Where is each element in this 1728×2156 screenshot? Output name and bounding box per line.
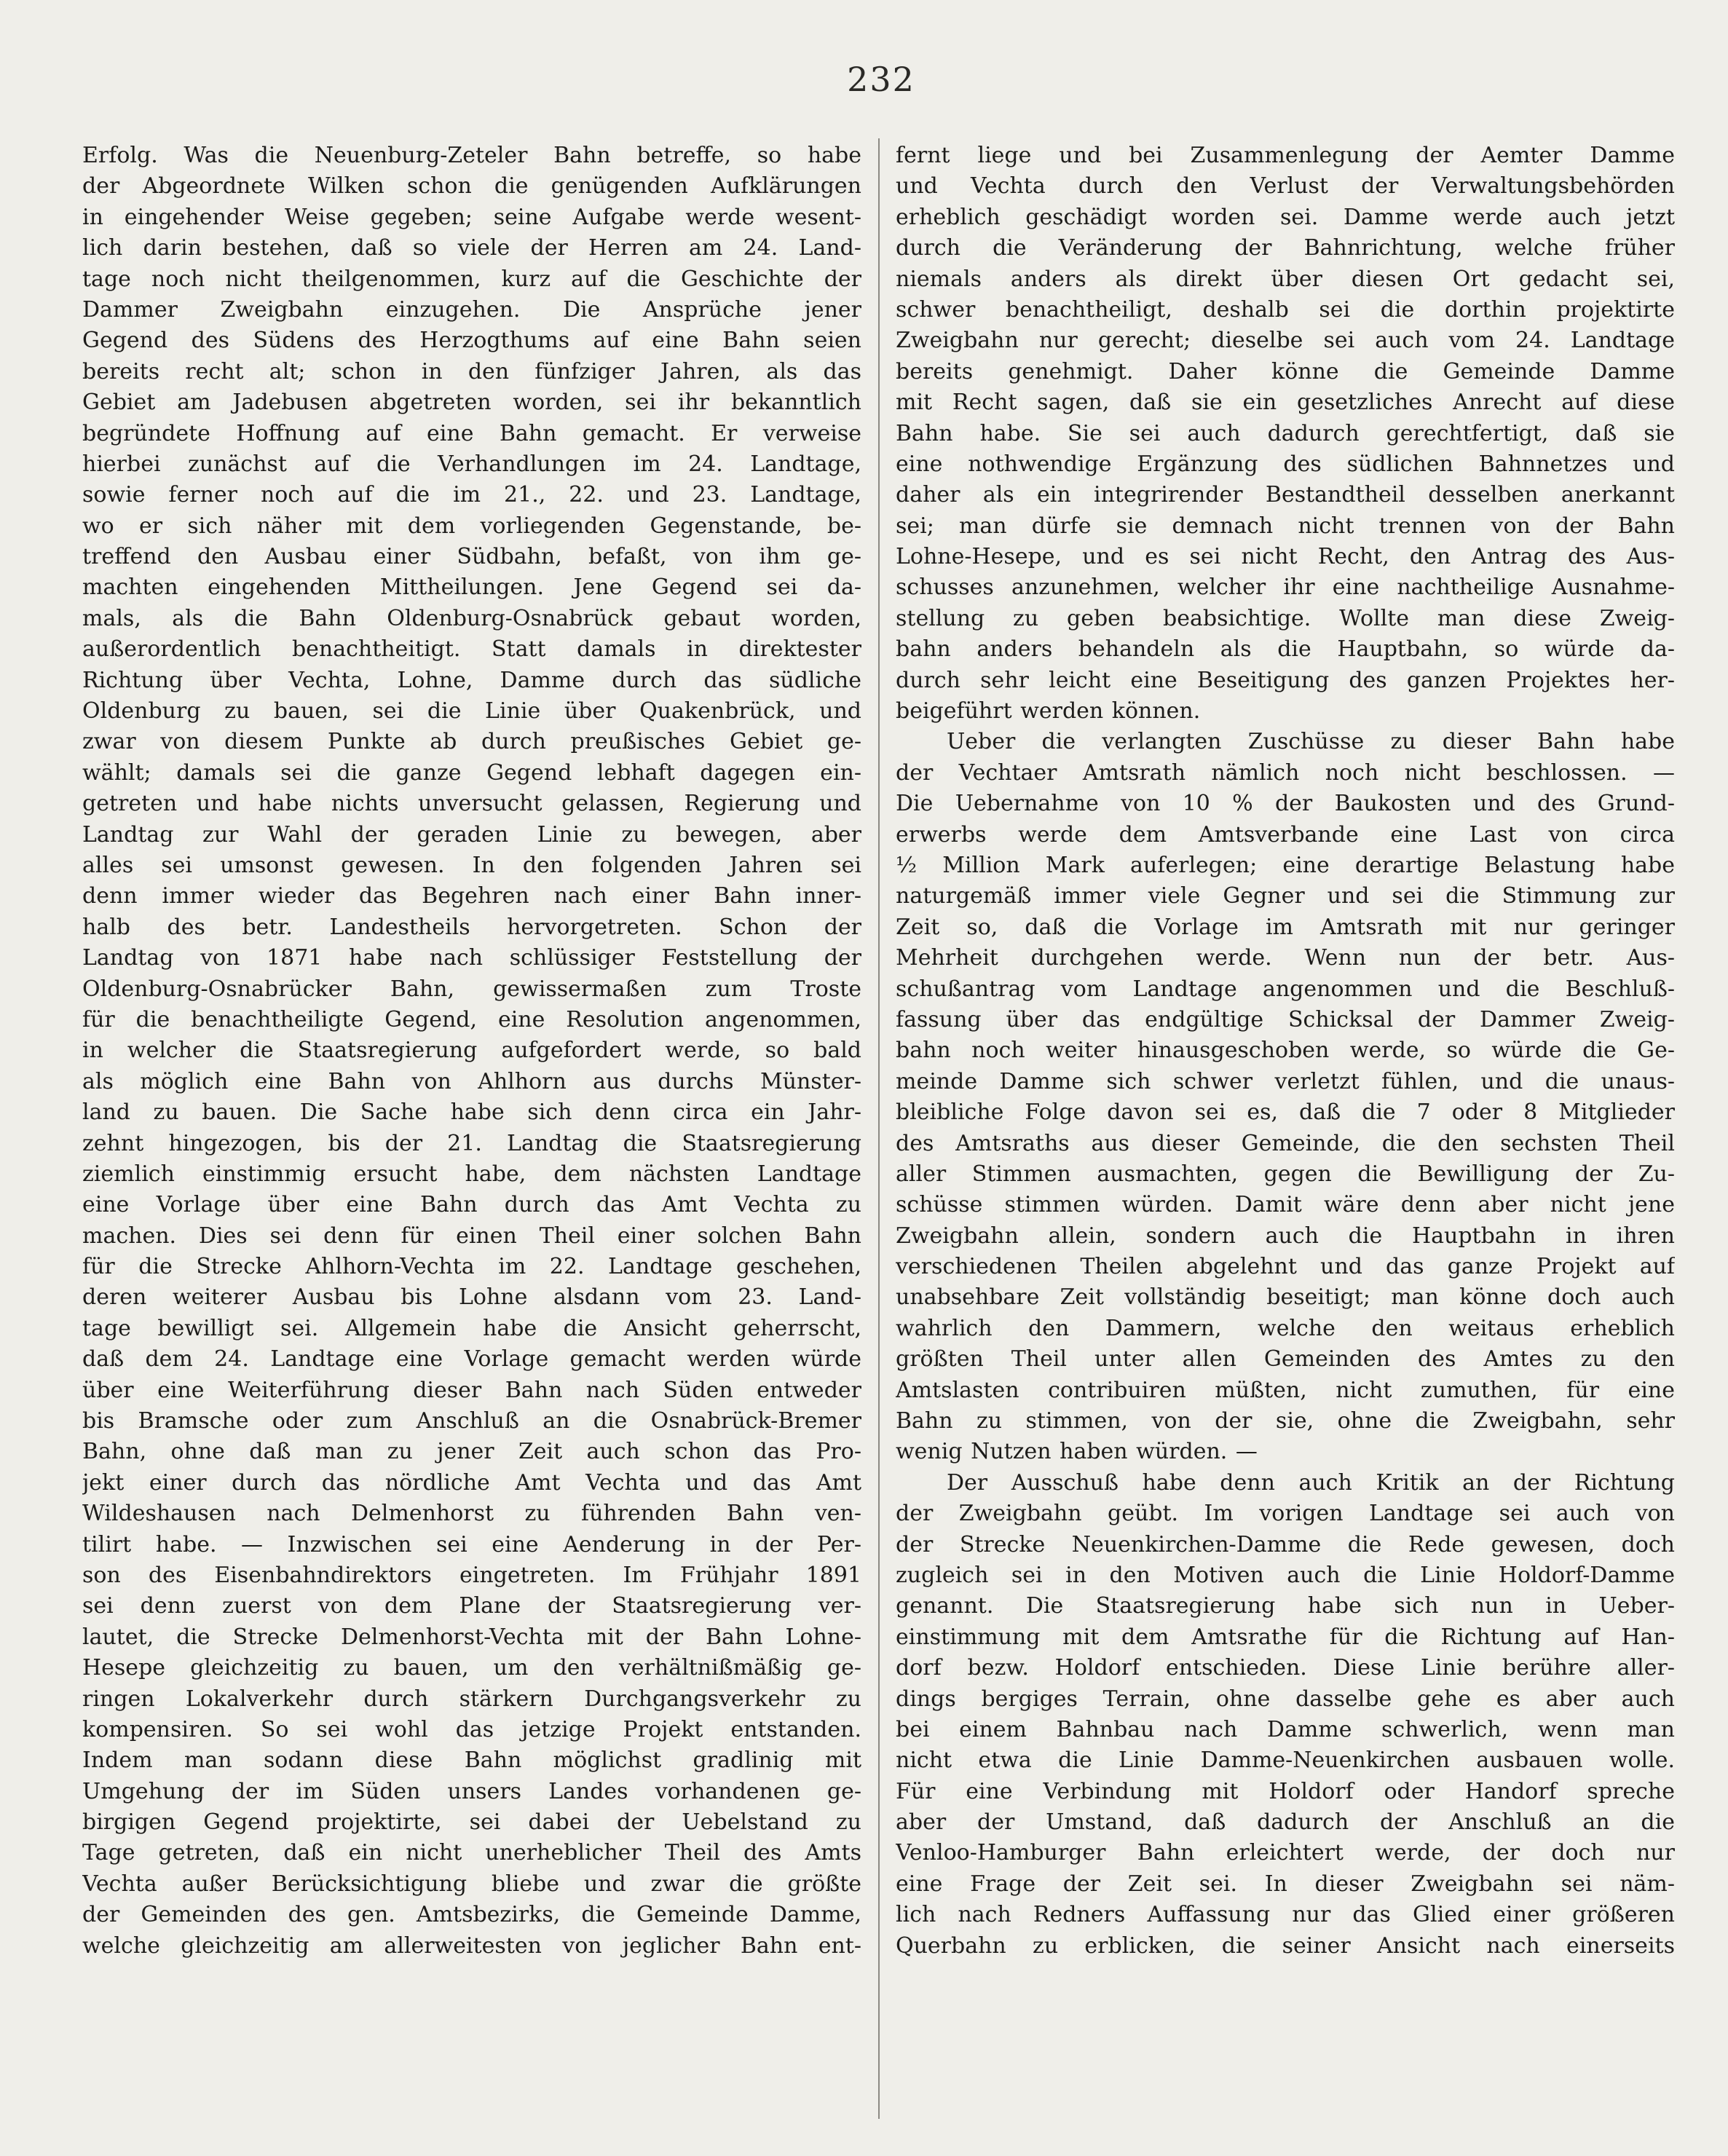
text-line: Für eine Verbindung mit Holdorf oder Handorf spreche (896, 1778, 1675, 1804)
text-line: der Gemeinden des gen. Amtsbezirks, die Gemeinde Damme, (82, 1902, 861, 1928)
text-line: wahrlich den Dammern, welche den weitaus erheblich (896, 1315, 1675, 1341)
text-line: schußantrag vom Landtage angenommen und die Beschluß- (896, 976, 1675, 1002)
text-line: fassung über das endgültige Schicksal der Dammer Zweig- (896, 1006, 1675, 1032)
text-line: sei; man dürfe sie demnach nicht trennen von der Bahn (896, 513, 1675, 539)
text-line: Lohne-Hesepe, und es sei nicht Recht, den Antrag des Aus- (896, 544, 1675, 570)
text-line: fernt liege und bei Zusammenlegung der Aemter Damme (896, 143, 1675, 168)
text-line: daher als ein integrirender Bestandtheil desselben anerkannt (896, 482, 1675, 508)
text-line: der Vechtaer Amtsrath nämlich noch nicht beschlossen. — (896, 759, 1675, 786)
text-line: sei denn zuerst von dem Plane der Staatsregierung ver- (82, 1593, 861, 1619)
text-line: getreten und habe nichts unversucht gelassen, Regierung und (82, 791, 861, 817)
text-line: bahn noch weiter hinausgeschoben werde, so würde die Ge- (896, 1038, 1675, 1064)
text-line: eine Frage der Zeit sei. In dieser Zweigbahn sei näm- (896, 1871, 1675, 1897)
text-line: mals, als die Bahn Oldenburg-Osnabrück gebaut worden, (82, 605, 861, 631)
text-line: der Zweigbahn geübt. Im vorigen Landtage sei auch von (896, 1501, 1675, 1527)
text-line: Querbahn zu erblicken, die seiner Ansicht nach einerseits (896, 1932, 1675, 1959)
text-line: stellung zu geben beabsichtige. Wollte man diese Zweig- (896, 605, 1675, 631)
text-line: welche gleichzeitig am allerweitesten von jeglicher Bahn ent- (82, 1932, 861, 1959)
text-line: Venloo-Hamburger Bahn erleichtert werde, der doch nur (896, 1840, 1675, 1866)
text-line: Hesepe gleichzeitig zu bauen, um den verhältnißmäßig ge- (82, 1655, 861, 1681)
text-line: mit Recht sagen, daß sie ein gesetzliches Anrecht auf diese (896, 390, 1675, 416)
text-line: und Vechta durch den Verlust der Verwaltungsbehörden (896, 173, 1675, 200)
text-line: nicht etwa die Linie Damme-Neuenkirchen ausbauen wolle. (896, 1748, 1675, 1774)
text-line: denn immer wieder das Begehren nach einer Bahn inner- (82, 883, 861, 909)
text-line: Der Ausschuß habe denn auch Kritik an der Richtung (947, 1469, 1675, 1496)
text-line: machten eingehenden Mittheilungen. Jene Gegend sei da- (82, 574, 861, 601)
text-line: alles sei umsonst gewesen. In den folgenden Jahren sei (82, 852, 861, 878)
text-line: Erfolg. Was die Neuenburg-Zeteler Bahn betreffe, so habe (82, 143, 861, 168)
text-line: sowie ferner noch auf die im 21., 22. und 23. Landtage, (82, 482, 861, 508)
text-line: jekt einer durch das nördliche Amt Vechta und das Amt (82, 1469, 861, 1496)
text-line: halb des betr. Landestheils hervorgetreten. Schon der (82, 914, 861, 940)
text-line: beigeführt werden können. (896, 698, 1201, 724)
text-line: bei einem Bahnbau nach Damme schwerlich, wenn man (896, 1716, 1675, 1742)
right-column (896, 141, 1675, 1962)
text-line: aller Stimmen ausmachten, gegen die Bewilligung der Zu- (896, 1161, 1675, 1187)
text-line: Bahn zu stimmen, von der sie, ohne die Zweigbahn, sehr (896, 1408, 1675, 1434)
text-line: dings bergiges Terrain, ohne dasselbe gehe es aber auch (896, 1686, 1675, 1712)
text-line: Dammer Zweigbahn einzugehen. Die Ansprüche jener (82, 296, 861, 323)
text-line: durch die Veränderung der Bahnrichtung, welche früher (896, 235, 1675, 261)
text-line: lich darin bestehen, daß so viele der Herren am 24. Land- (82, 235, 861, 261)
text-line: Gegend des Südens des Herzogthums auf eine Bahn seien (82, 328, 861, 354)
text-line: Zweigbahn allein, sondern auch die Hauptbahn in ihren (896, 1223, 1675, 1249)
text-line: dorf bezw. Holdorf entschieden. Diese Linie berühre aller- (896, 1655, 1675, 1681)
text-line: Bahn, ohne daß man zu jener Zeit auch schon das Pro- (82, 1439, 861, 1465)
text-line: tilirt habe. — Inzwischen sei eine Aenderung in der Per- (82, 1531, 861, 1557)
text-line: ½ Million Mark auferlegen; eine derartige Belastung habe (896, 852, 1675, 878)
text-line: son des Eisenbahndirektors eingetreten. Im Frühjahr 1891 (82, 1562, 861, 1588)
text-line: eine Vorlage über eine Bahn durch das Amt Vechta zu (82, 1192, 861, 1218)
text-line: aber der Umstand, daß dadurch der Anschluß an die (896, 1809, 1675, 1836)
text-line: Umgehung der im Süden unsers Landes vorhandenen ge- (82, 1778, 861, 1804)
text-line: Gebiet am Jadebusen abgetreten worden, sei ihr bekanntlich (82, 390, 861, 416)
text-line: meinde Damme sich schwer verletzt fühlen, und die unaus- (896, 1068, 1675, 1094)
text-line: über eine Weiterführung dieser Bahn nach Süden entweder (82, 1377, 861, 1403)
text-line: Ueber die verlangten Zuschüsse zu dieser Bahn habe (947, 729, 1675, 755)
text-line: ringen Lokalverkehr durch stärkern Durchgangsverkehr zu (82, 1686, 861, 1712)
left-column (82, 141, 861, 1962)
text-line: Tage getreten, daß ein nicht unerheblicher Theil des Amts (82, 1840, 861, 1866)
text-line: einstimmung mit dem Amtsrathe für die Richtung auf Han- (896, 1624, 1675, 1650)
text-line: bleibliche Folge davon sei es, daß die 7 oder 8 Mitglieder (896, 1099, 1675, 1126)
text-line: Bahn habe. Sie sei auch dadurch gerechtfertigt, daß sie (896, 420, 1675, 446)
text-line: für die Strecke Ahlhorn-Vechta im 22. Landtage geschehen, (82, 1254, 861, 1280)
text-line: Landtag zur Wahl der geraden Linie zu bewegen, aber (82, 821, 861, 848)
text-line: bereits genehmigt. Daher könne die Gemeinde Damme (896, 358, 1675, 384)
text-line: treffend den Ausbau einer Südbahn, befaßt, von ihm ge- (82, 544, 861, 570)
text-line: Amtslasten contribuiren müßten, nicht zumuthen, für eine (896, 1377, 1675, 1403)
text-line: eine nothwendige Ergänzung des südlichen Bahnnetzes und (896, 451, 1675, 477)
text-line: in eingehender Weise gegeben; seine Aufgabe werde wesent- (82, 204, 861, 230)
text-line: tage noch nicht theilgenommen, kurz auf die Geschichte der (82, 266, 861, 292)
text-line: für die benachtheiligte Gegend, eine Resolution angenommen, (82, 1006, 861, 1032)
text-line: lautet, die Strecke Delmenhorst-Vechta mit der Bahn Lohne- (82, 1624, 861, 1650)
text-line: tage bewilligt sei. Allgemein habe die Ansicht geherrscht, (82, 1315, 861, 1341)
text-line: Mehrheit durchgehen werde. Wenn nun der betr. Aus- (896, 945, 1675, 971)
text-line: naturgemäß immer viele Gegner und sei die Stimmung zur (896, 883, 1675, 909)
text-line: deren weiterer Ausbau bis Lohne alsdann vom 23. Land- (82, 1284, 861, 1311)
text-line: des Amtsraths aus dieser Gemeinde, die den sechsten Theil (896, 1130, 1675, 1156)
text-line: machen. Dies sei denn für einen Theil einer solchen Bahn (82, 1223, 861, 1249)
text-line: Zeit so, daß die Vorlage im Amtsrath mit nur geringer (896, 914, 1675, 940)
text-line: erwerbs werde dem Amtsverbande eine Last von circa (896, 821, 1675, 848)
text-line: zugleich sei in den Motiven auch die Linie Holdorf-Damme (896, 1562, 1675, 1588)
text-line: niemals anders als direkt über diesen Ort gedacht sei, (896, 266, 1675, 292)
text-line: Vechta außer Berücksichtigung bliebe und zwar die größte (82, 1871, 861, 1897)
text-line: Wildeshausen nach Delmenhorst zu führenden Bahn ven- (82, 1501, 861, 1527)
text-line: Zweigbahn nur gerecht; dieselbe sei auch vom 24. Landtage (896, 328, 1675, 354)
page-number: 232 (847, 60, 915, 99)
text-line: Oldenburg-Osnabrücker Bahn, gewissermaßen zum Troste (82, 976, 861, 1002)
text-line: außerordentlich benachtheitigt. Statt damals in direktester (82, 636, 861, 663)
text-line: erheblich geschädigt worden sei. Damme werde auch jetzt (896, 204, 1675, 230)
text-line: schusses anzunehmen, welcher ihr eine nachtheilige Ausnahme- (896, 574, 1675, 601)
text-line: unabsehbare Zeit vollständig beseitigt; man könne doch auch (896, 1284, 1675, 1311)
column-divider (878, 138, 880, 2119)
text-line: land zu bauen. Die Sache habe sich denn circa ein Jahr- (82, 1099, 861, 1126)
text-line: zwar von diesem Punkte ab durch preußisches Gebiet ge- (82, 729, 861, 755)
text-line: wenig Nutzen haben würden. — (896, 1439, 1258, 1465)
text-line: hierbei zunächst auf die Verhandlungen im 24. Landtage, (82, 451, 861, 477)
text-line: wählt; damals sei die ganze Gegend lebhaft dagegen ein- (82, 759, 861, 786)
text-line: Indem man sodann diese Bahn möglichst gradlinig mit (82, 1748, 861, 1774)
text-line: durch sehr leicht eine Beseitigung des ganzen Projektes her- (896, 667, 1675, 693)
text-line: als möglich eine Bahn von Ahlhorn aus durchs Münster- (82, 1068, 861, 1094)
text-line: der Strecke Neuenkirchen-Damme die Rede gewesen, doch (896, 1531, 1675, 1557)
text-line: birgigen Gegend projektirte, sei dabei der Uebelstand zu (82, 1809, 861, 1836)
text-line: wo er sich näher mit dem vorliegenden Gegenstande, be- (82, 513, 861, 539)
text-line: Richtung über Vechta, Lohne, Damme durch das südliche (82, 667, 861, 693)
text-line: lich nach Redners Auffassung nur das Glied einer größeren (896, 1902, 1675, 1928)
text-line: Landtag von 1871 habe nach schlüssiger Feststellung der (82, 945, 861, 971)
text-line: größten Theil unter allen Gemeinden des Amtes zu den (896, 1346, 1675, 1373)
text-line: der Abgeordnete Wilken schon die genügenden Aufklärungen (82, 173, 861, 200)
text-line: in welcher die Staatsregierung aufgefordert werde, so bald (82, 1038, 861, 1064)
text-line: genannt. Die Staatsregierung habe sich nun in Ueber- (896, 1593, 1675, 1619)
text-line: schwer benachtheiligt, deshalb sei die dorthin projektirte (896, 296, 1675, 323)
text-line: Oldenburg zu bauen, sei die Linie über Quakenbrück, und (82, 698, 861, 724)
text-line: bahn anders behandeln als die Hauptbahn, so würde da- (896, 636, 1675, 663)
text-line: Die Uebernahme von 10 % der Baukosten und des Grund- (896, 791, 1675, 817)
text-line: schüsse stimmen würden. Damit wäre denn aber nicht jene (896, 1192, 1675, 1218)
text-line: begründete Hoffnung auf eine Bahn gemacht. Er verweise (82, 420, 861, 446)
text-line: verschiedenen Theilen abgelehnt und das ganze Projekt auf (896, 1254, 1675, 1280)
text-line: zehnt hingezogen, bis der 21. Landtag die Staatsregierung (82, 1130, 861, 1156)
text-line: daß dem 24. Landtage eine Vorlage gemacht werden würde (82, 1346, 861, 1373)
text-line: kompensiren. So sei wohl das jetzige Projekt entstanden. (82, 1716, 861, 1742)
text-line: bis Bramsche oder zum Anschluß an die Osnabrück-Bremer (82, 1408, 861, 1434)
text-line: ziemlich einstimmig ersucht habe, dem nächsten Landtage (82, 1161, 861, 1187)
text-line: bereits recht alt; schon in den fünfziger Jahren, als das (82, 358, 861, 384)
